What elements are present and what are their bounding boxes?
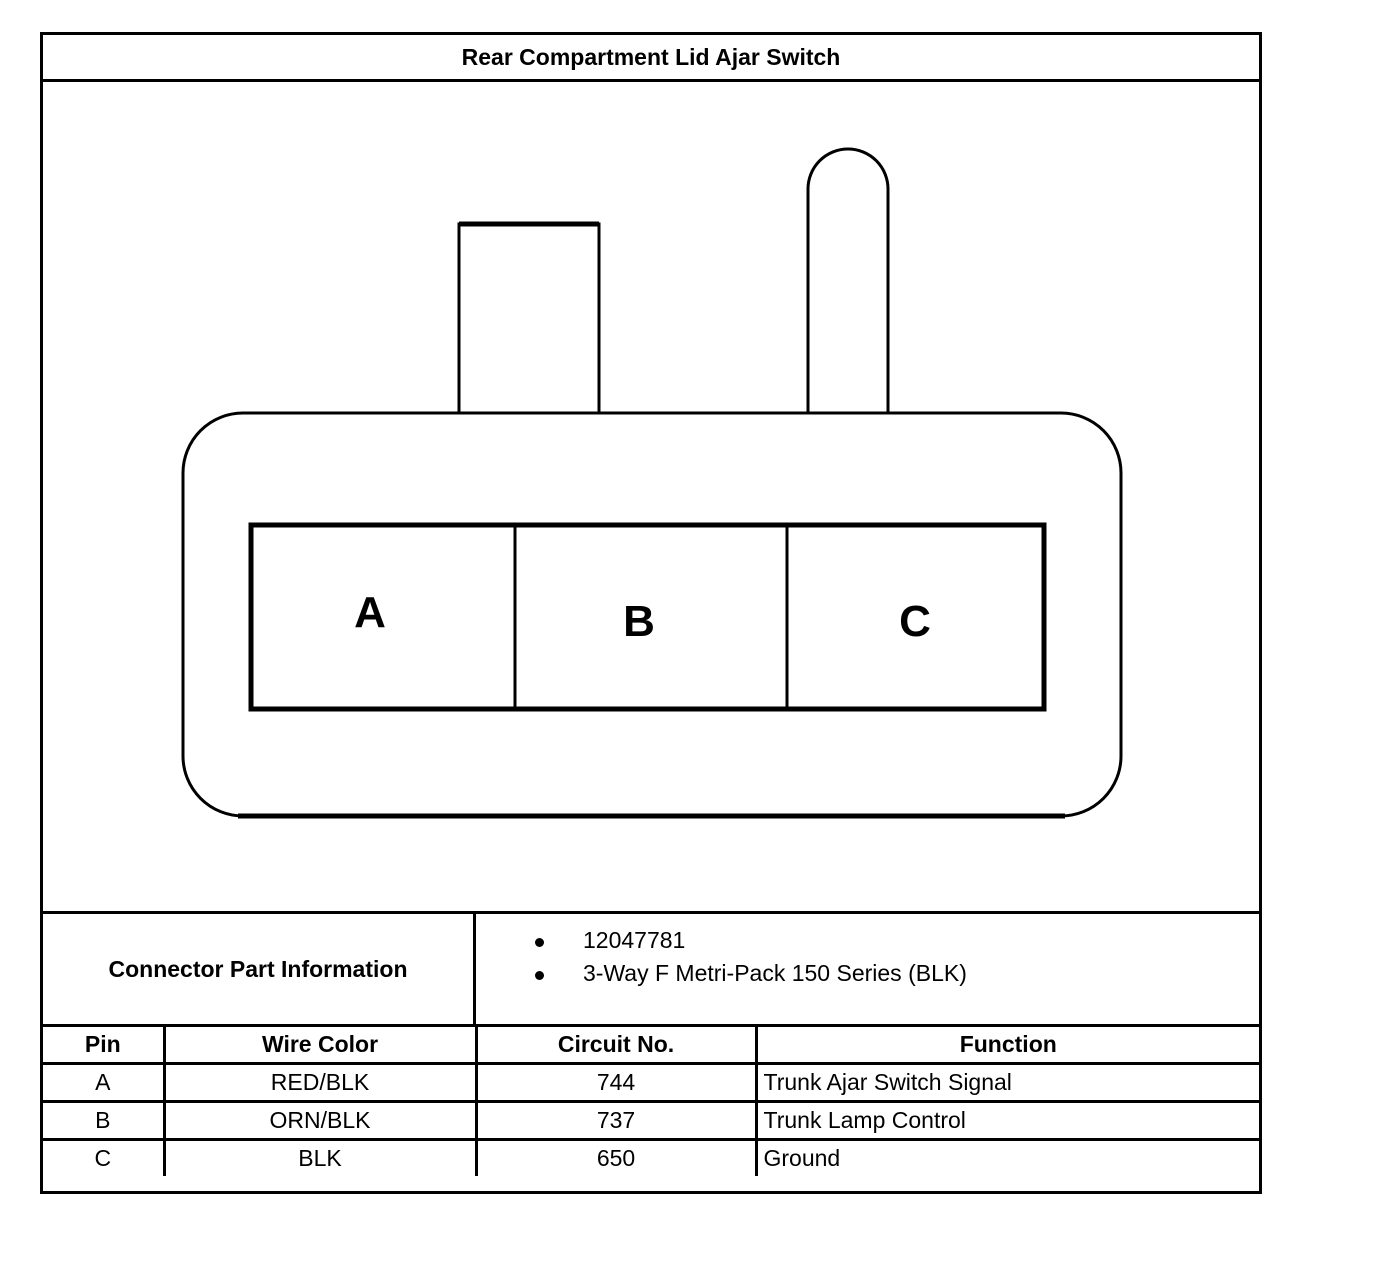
cell-circuit: 650 (476, 1140, 756, 1177)
cavity-label-a: A (354, 588, 386, 637)
connector-description: 3-Way F Metri-Pack 150 Series (BLK) (583, 960, 967, 986)
bullet-icon (535, 971, 544, 980)
header-wire-color: Wire Color (164, 1027, 476, 1064)
part-info-list (479, 924, 967, 990)
bullet-icon (535, 938, 544, 947)
connector-sheet (40, 32, 1262, 1194)
page-title: Rear Compartment Lid Ajar Switch (43, 35, 1259, 82)
list-item (479, 924, 967, 957)
cell-function: Trunk Lamp Control (756, 1102, 1259, 1140)
cell-function: Trunk Ajar Switch Signal (756, 1064, 1259, 1102)
cell-function: Ground (756, 1140, 1259, 1177)
connector-face-drawing (43, 79, 1259, 911)
header-function: Function (756, 1027, 1259, 1064)
cell-pin: B (43, 1102, 164, 1140)
connector-diagram (43, 79, 1259, 911)
pin-table (43, 1027, 1259, 1176)
table-header-row (43, 1027, 1259, 1064)
cell-pin: C (43, 1140, 164, 1177)
cell-wire-color: RED/BLK (164, 1064, 476, 1102)
table-row (43, 1140, 1259, 1177)
table-row (43, 1102, 1259, 1140)
cavity-label-b: B (623, 597, 655, 646)
locking-tab-square (459, 224, 599, 413)
cell-wire-color: ORN/BLK (164, 1102, 476, 1140)
cell-circuit: 744 (476, 1064, 756, 1102)
part-info-row (43, 911, 1259, 1027)
part-info-label: Connector Part Information (43, 914, 476, 1024)
cell-wire-color: BLK (164, 1140, 476, 1177)
locking-tab-round (808, 149, 888, 413)
part-number: 12047781 (583, 927, 686, 953)
cavity-label-c: C (899, 597, 931, 646)
table-row (43, 1064, 1259, 1102)
header-pin: Pin (43, 1027, 164, 1064)
cell-circuit: 737 (476, 1102, 756, 1140)
list-item (479, 957, 967, 990)
cell-pin: A (43, 1064, 164, 1102)
header-circuit: Circuit No. (476, 1027, 756, 1064)
